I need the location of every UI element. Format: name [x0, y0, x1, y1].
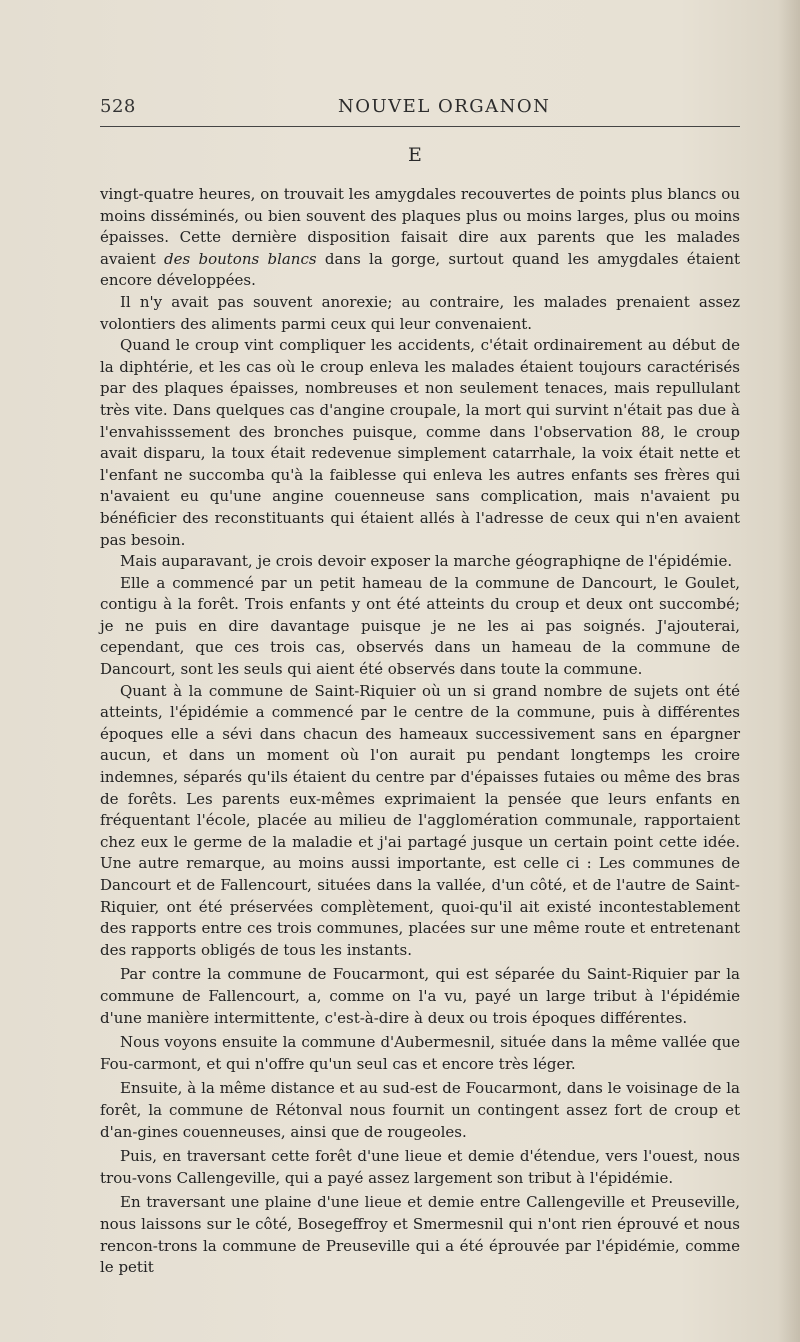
paragraph-4: Mais auparavant, je crois devoir exposer la marche géographiqne de l'épidémie. [120, 552, 733, 571]
paragraph-1: vingt-quatre heures, on trouvait les amygdales recouvertes de points plus blancs ou moins disséminés, ou bien souvent des plaques plus ou moins larges, plus ou moins épaisses. Cette dernière disposition faisait dire aux parents que les malades avaient des boutons blancs dans la gorge, surtout quand les amygdales étaient encore développées. [100, 185, 741, 290]
paragraph-2: Il n'y avait pas souvent anorexie; au contraire, les malades prenaient assez volontiers des aliments parmi ceux qui leur convenaient. [100, 292, 740, 333]
paragraph-10: Puis, en traversant cette forêt d'une lieue et demie d'étendue, vers l'ouest, nous trou-vons Callengeville, qui a payé assez largement son tribut à l'épidémie. [100, 1147, 740, 1187]
page-number: 528 [100, 96, 136, 117]
paragraph-9: Ensuite, à la même distance et au sud-est de Foucarmont, dans le voisinage de la forêt, la commune de Rétonval nous fournit un contingent assez fort de croup et d'an-gines couenneuses, ainsi que de rougeoles. [100, 1079, 740, 1141]
page-edge-shadow [778, 0, 800, 1342]
paragraph-6: Quant à la commune de Saint-Riquier où un si grand nombre de sujets ont été atteints, l'épidémie a commencé par le centre de la commune, puis à différentes époques elle a sévi dans chacun des hameaux successivement sans en épargner aucun, et dans un moment où l'on aurait pu pendant longtemps les croire indemnes, séparés qu'ils étaient du centre par d'épaisses futaies ou même des bras de forêts. Les parents eux-mêmes exprimaient la pensée que leurs enfants en fréquentant l'école, placée au milieu de l'agglomération communale, rapportaient chez eux le germe de la maladie et j'ai partagé jusque un certain point cette idée. Une autre remarque, au moins aussi importante, est celle ci : Les communes de Dancourt et de Fallencourt, situées dans la vallée, d'un côté, et de l'autre de Saint-Riquier, ont été préservées complètement, quoi-qu'il ait existé incontestablement des rapports entre ces trois communes, placées sur une même route et entretenant des rapports obligés de tous les instants. [100, 681, 740, 959]
paragraph-8: Nous voyons ensuite la commune d'Aubermesnil, située dans la même vallée que Fou-carmont, et qui n'offre qu'un seul cas et encore très léger. [100, 1033, 740, 1073]
paragraph-5: Elle a commencé par un petit hameau de la commune de Dancourt, le Goulet, contigu à la forêt. Trois enfants y ont été atteints du croup et deux ont succombé; je ne puis en dire davantage puisque je ne les ai pas soignés. J'ajouterai, cependant, que ces trois cas, observés dans un hameau de la commune de Dancourt, sont les seuls qui aient été observés dans toute la commune. [100, 573, 740, 679]
paragraph-7: Par contre la commune de Foucarmont, qui est séparée du Saint-Riquier par la commune de Fallencourt, a, comme on l'a vu, payé un large tribut à l'épidémie d'une manière intermittente, c'est-à-dire à deux ou trois époques différentes. [100, 965, 740, 1027]
italic-phrase: des boutons blancs [164, 249, 317, 268]
section-letter: E [408, 144, 422, 166]
body-text [100, 184, 740, 1279]
paragraph-11: En traversant une plaine d'une lieue et demie entre Callengeville et Preuseville, nous laissons sur le côté, Bosegeffroy et Smermesnil qui n'ont rien éprouvé et nous rencon-trons la commune de Preuseville qui a été éprouvée par l'épidémie, comme le petit [100, 1193, 740, 1277]
running-title: NOUVEL ORGANON [338, 96, 551, 117]
page-header [100, 96, 740, 120]
header-rule [100, 126, 740, 127]
paragraph-3: Quand le croup vint compliquer les accidents, c'était ordinairement au début de la diphtérie, et les cas où le croup enleva les malades étaient toujours caractérisés par des plaques épaisses, nombreuses et non seulement tenaces, mais repullulant très vite. Dans quelques cas d'angine croupale, la mort qui survint n'était pas due à l'envahisssement des bronches puisque, comme dans l'observation 88, le croup avait disparu, la toux était redevenue simplement catarrhale, la voix était nette et l'enfant ne succomba qu'à la faiblesse qui enleva les autres enfants ses frères qui n'avaient eu qu'une angine couenneuse sans complication, mais n'avaient pu bénéficier des reconstituants qui étaient allés à l'adresse de ceux qui n'en avaient pas besoin. [100, 336, 740, 549]
